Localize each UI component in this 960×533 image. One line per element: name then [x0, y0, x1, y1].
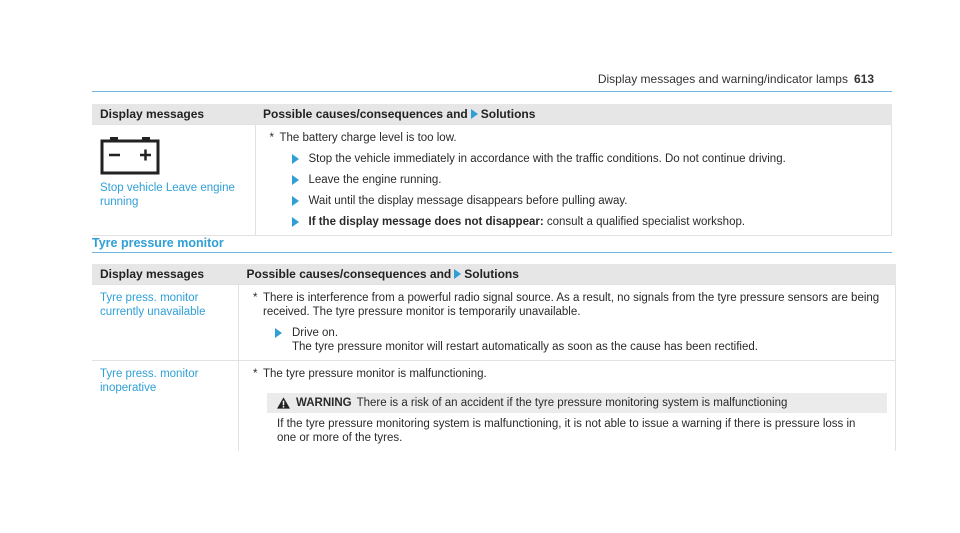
solution-step: If the display message does not disappear: consult a qualified specialist workshop.	[292, 215, 884, 229]
col-header-display-messages: Display messages	[92, 104, 255, 124]
section-rule	[92, 252, 892, 253]
solution-step: Stop the vehicle immediately in accordance with the traffic conditions. Do not continue driving.	[292, 152, 884, 166]
arrow-right-icon	[454, 269, 461, 279]
warning-body: If the tyre pressure monitoring system is malfunctioning, it is not able to issue a warning if there is pressure loss in one or more of the tyres.	[277, 417, 856, 444]
table-row	[92, 284, 896, 360]
solution-step: Wait until the display message disappears before pulling away.	[292, 194, 884, 208]
cause-text: * The battery charge level is too low.	[269, 131, 457, 144]
running-header	[598, 72, 874, 86]
display-message: Stop vehicle Leave engine running	[100, 181, 235, 208]
warning-title: There is a risk of an accident if the tyre pressure monitoring system is malfunctioning	[356, 396, 788, 409]
page-number: 613	[853, 72, 874, 86]
arrow-right-icon	[292, 196, 299, 206]
col-header-causes: Possible causes/consequences and Solutions	[255, 104, 892, 124]
arrow-right-icon	[292, 217, 299, 227]
cause-text: * There is interference from a powerful radio signal source. As a result, no signals from the tyre pressure sensors are being received. The tyre pressure monitor is temporarily unavailable.	[253, 291, 880, 318]
display-message: Tyre press. monitor currently unavailable	[100, 291, 206, 318]
warning-box	[267, 393, 887, 445]
arrow-right-icon	[292, 154, 299, 164]
col-header-display-messages: Display messages	[92, 264, 239, 284]
table-row	[92, 360, 896, 451]
warning-header	[267, 393, 887, 413]
solution-result: The tyre pressure monitor will restart automatically as soon as the cause has been rectified.	[292, 340, 758, 353]
arrow-right-icon	[275, 328, 282, 338]
battery-icon	[100, 135, 160, 175]
header-rule	[92, 91, 892, 92]
section-title: Tyre pressure monitor	[92, 236, 224, 250]
section-name: Display messages and warning/indicator lamps	[597, 72, 848, 86]
col-header-causes: Possible causes/consequences and Solutions	[239, 264, 896, 284]
solution-step: Leave the engine running.	[292, 173, 884, 187]
tyre-message-table	[92, 264, 896, 451]
solution-step: Drive on.	[275, 326, 887, 340]
warning-label: WARNING	[296, 396, 352, 409]
table-row	[92, 124, 892, 235]
arrow-right-icon	[292, 175, 299, 185]
battery-message-table	[92, 104, 892, 236]
arrow-right-icon	[471, 109, 478, 119]
display-message: Tyre press. monitor inoperative	[100, 367, 199, 394]
cause-text: * The tyre pressure monitor is malfunctioning.	[253, 367, 487, 380]
warning-triangle-icon	[277, 397, 290, 409]
